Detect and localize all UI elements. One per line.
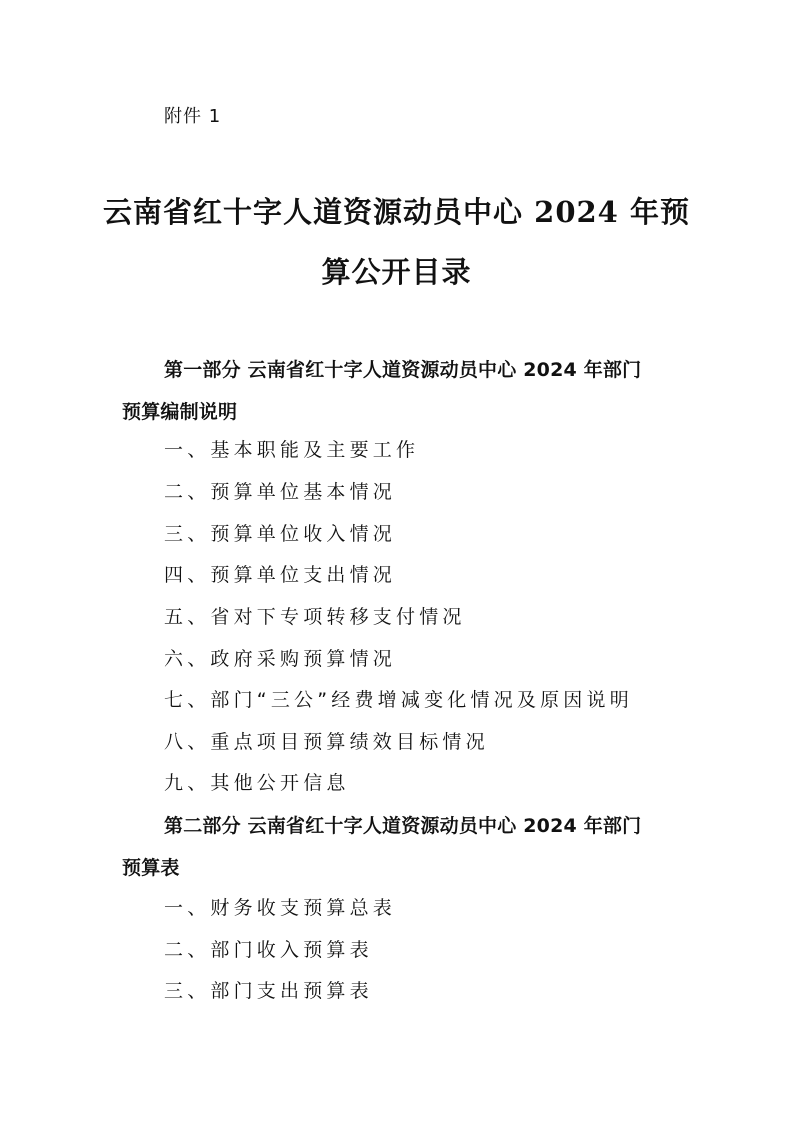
toc-item: 二、部门收入预算表	[164, 939, 373, 961]
toc-item: 三、预算单位收入情况	[164, 523, 397, 545]
toc-item: 九、其他公开信息	[164, 772, 350, 794]
document-title-line-1: 云南省红十字人道资源动员中心 2024 年预	[103, 195, 690, 229]
toc-item: 八、重点项目预算绩效目标情况	[164, 731, 489, 753]
document-title-line-2: 算公开目录	[321, 255, 472, 289]
part2-heading-line-2: 预算表	[122, 857, 180, 879]
toc-item: 五、省对下专项转移支付情况	[164, 606, 466, 628]
part2-heading-line-1: 第二部分 云南省红十字人道资源动员中心 2024 年部门	[164, 815, 642, 837]
part1-heading-line-2: 预算编制说明	[122, 401, 238, 423]
toc-item: 四、预算单位支出情况	[164, 564, 397, 586]
toc-item: 七、部门“三公”经费增减变化情况及原因说明	[164, 689, 633, 711]
toc-item: 三、部门支出预算表	[164, 980, 373, 1002]
toc-item: 六、政府采购预算情况	[164, 648, 397, 670]
toc-item: 二、预算单位基本情况	[164, 481, 397, 503]
toc-item: 一、基本职能及主要工作	[164, 439, 420, 461]
part1-heading-line-1: 第一部分 云南省红十字人道资源动员中心 2024 年部门	[164, 359, 642, 381]
attachment-label: 附件 1	[164, 106, 222, 127]
toc-item: 一、财务收支预算总表	[164, 897, 397, 919]
